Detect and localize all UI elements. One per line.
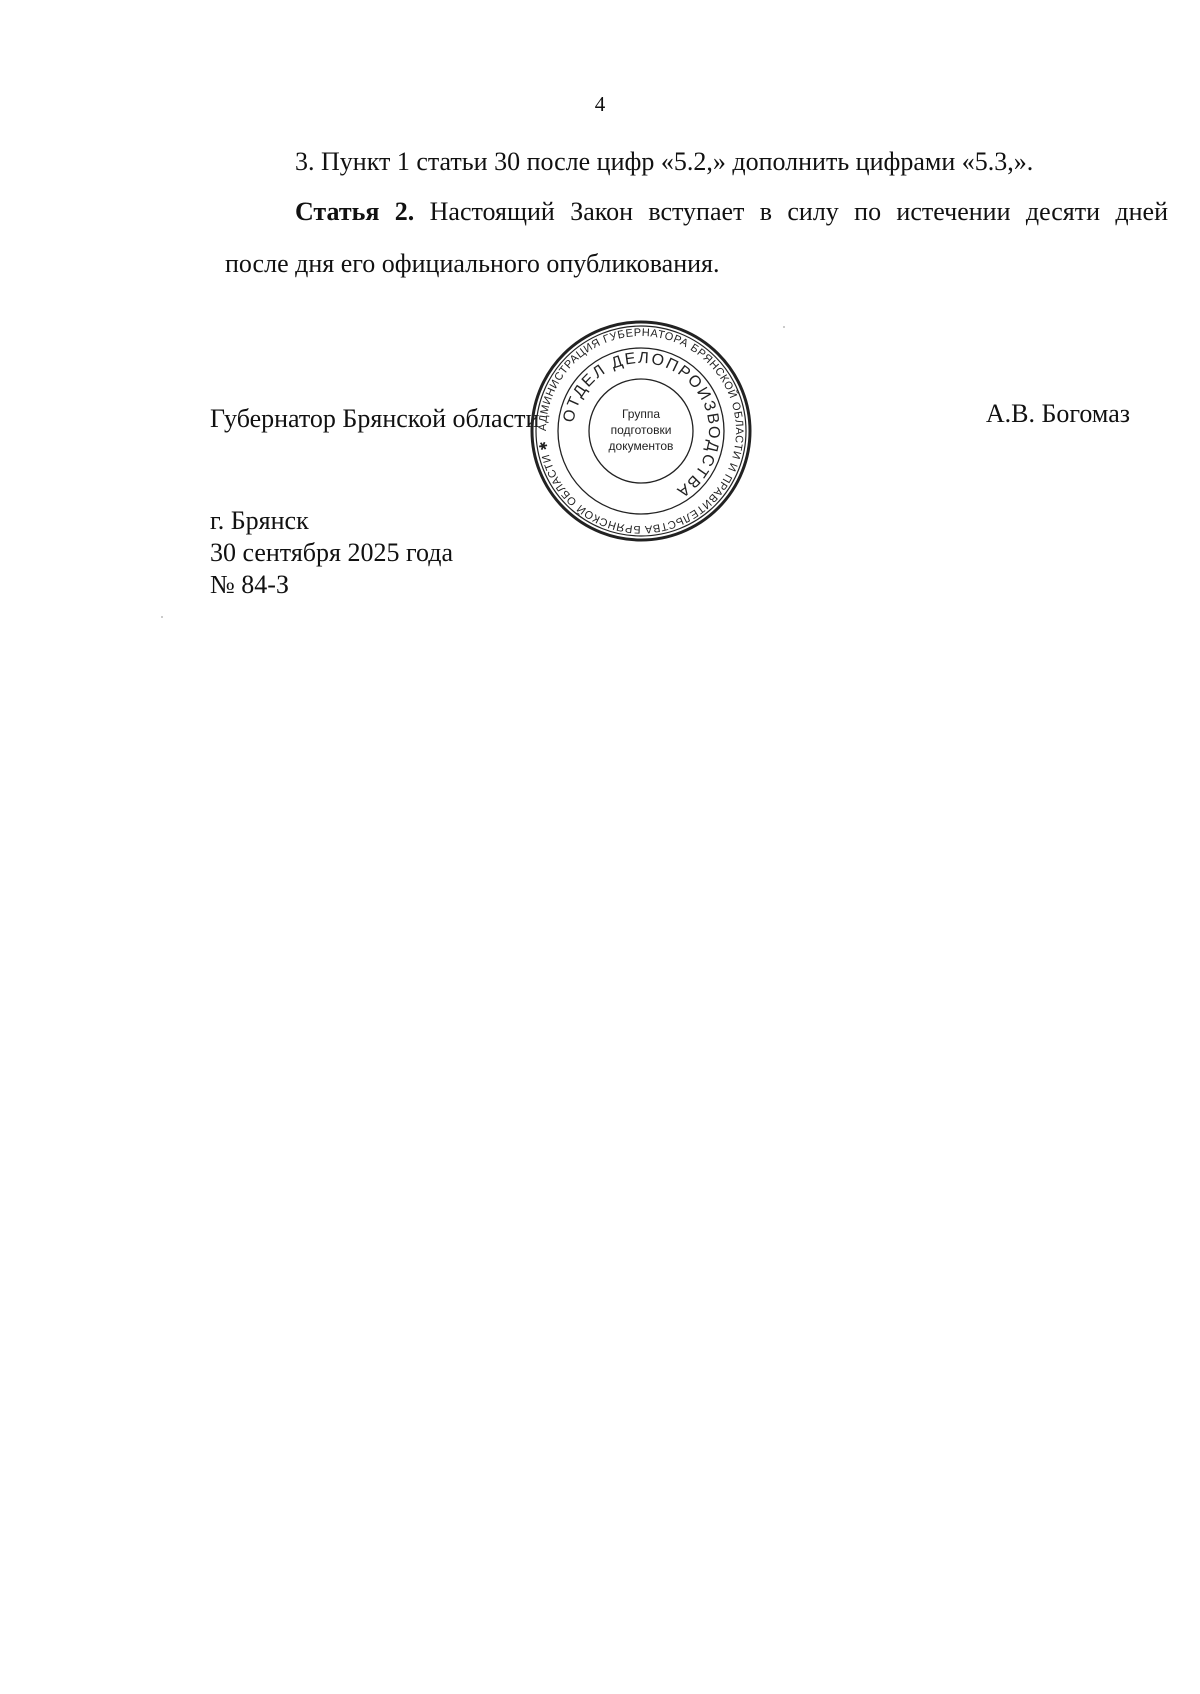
place-date-number-block bbox=[210, 505, 453, 601]
paragraph-item-3: 3. Пункт 1 статьи 30 после цифр «5.2,» дополнить цифрами «5.3,». bbox=[295, 147, 1034, 176]
stamp-center-line-1: Группа bbox=[621, 407, 661, 421]
date: 30 сентября 2025 года bbox=[210, 538, 454, 567]
stamp-outer-ring-text: АДМИНИСТРАЦИЯ ГУБЕРНАТОРА БРЯНСКОЙ ОБЛАСТИ И ПРАВИТЕЛЬСТВА БРЯНСКОЙ ОБЛАСТИ ✱ bbox=[536, 326, 746, 536]
article-2-text-line-1: Настоящий Закон вступает в силу по истечении десяти дней bbox=[429, 197, 1169, 226]
paragraph-article-2-line-2: после дня его официального опубликования. bbox=[225, 249, 720, 278]
page-number: 4 bbox=[594, 92, 606, 116]
signatory-title: Губернатор Брянской области bbox=[210, 404, 540, 433]
stamp-middle-ring-text: ОТДЕЛ ДЕЛОПРОИЗВОДСТВА bbox=[560, 349, 723, 501]
official-stamp-seal bbox=[528, 318, 754, 544]
article-2-label: Статья 2. bbox=[295, 197, 415, 226]
stamp-center-line-2: подготовки bbox=[610, 423, 672, 437]
stamp-center-line-3: документов bbox=[608, 439, 674, 453]
scan-speck bbox=[783, 326, 785, 328]
signatory-name: А.В. Богомаз bbox=[985, 399, 1130, 428]
paragraph-article-2-line-1 bbox=[295, 198, 1168, 226]
scan-speck bbox=[161, 616, 163, 618]
law-number: № 84-З bbox=[210, 570, 289, 599]
city: г. Брянск bbox=[210, 506, 309, 535]
